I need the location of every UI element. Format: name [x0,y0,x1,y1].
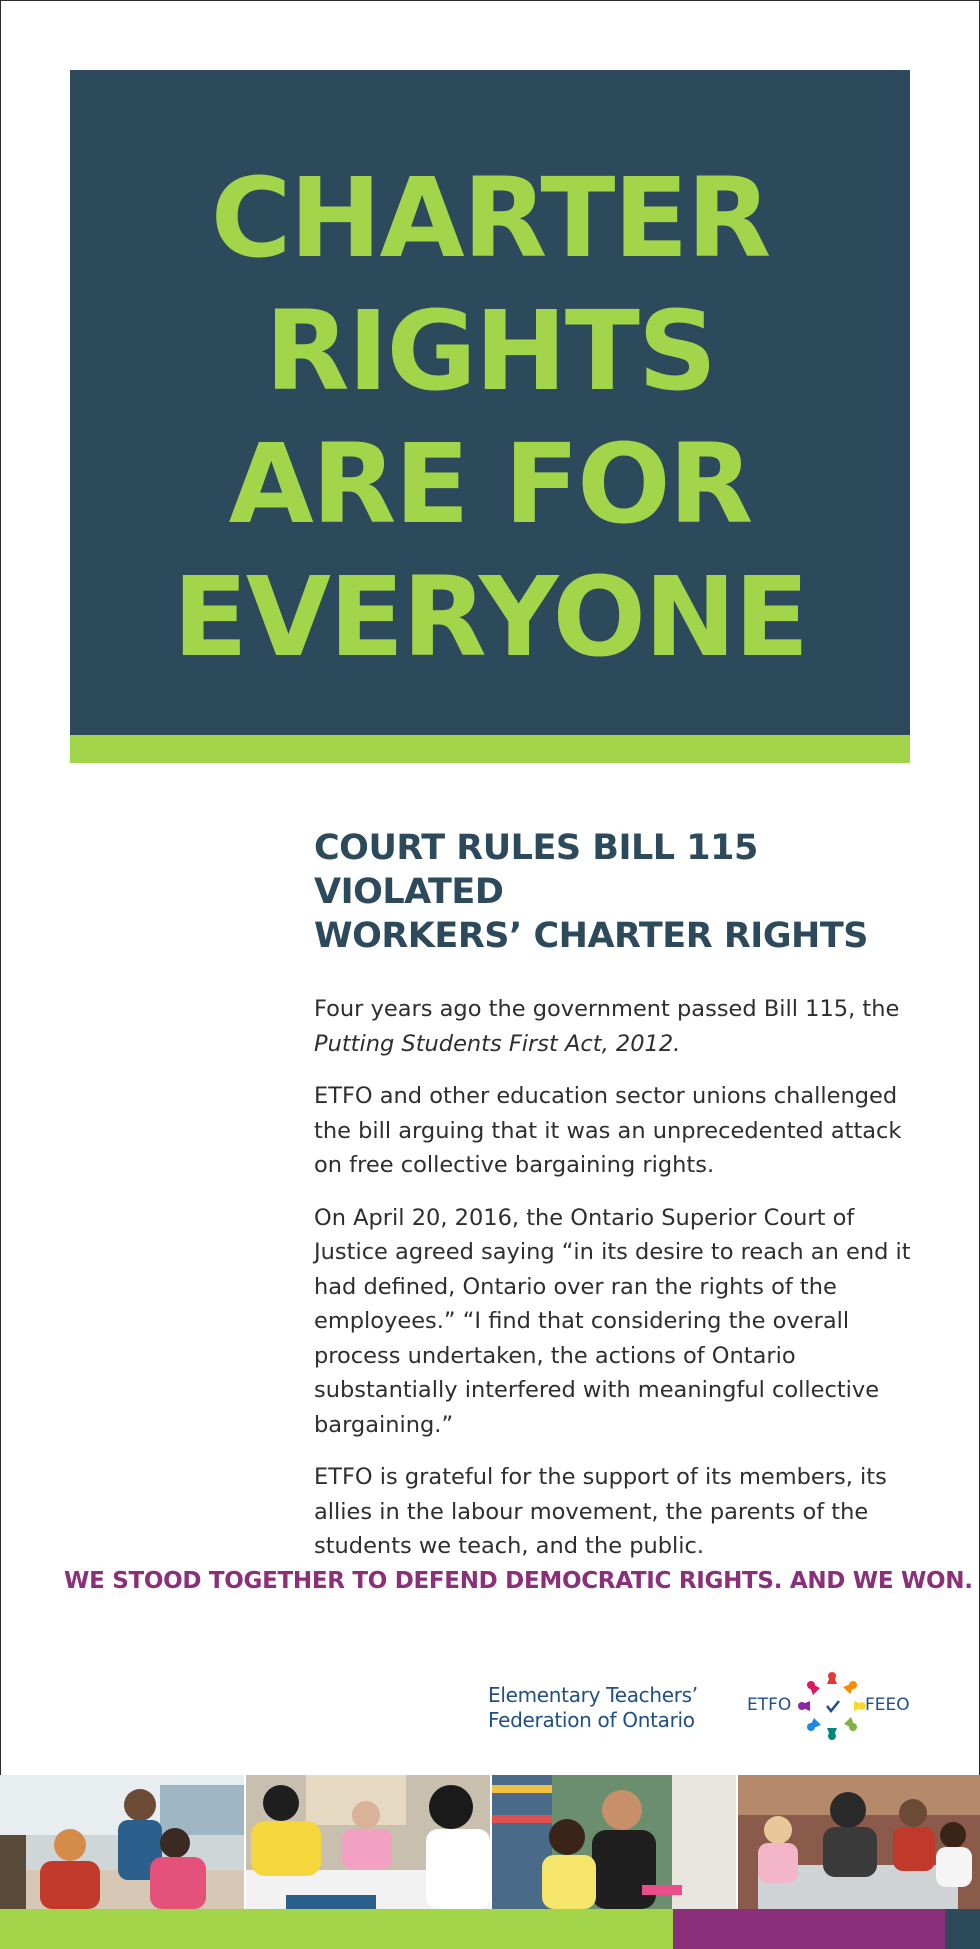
headline-line: WORKERS’ CHARTER RIGHTS [314,916,868,956]
org-name-line1: Elementary Teachers’ [488,1683,698,1707]
footer-bar-green [0,1909,673,1949]
classroom-photo-kids-table [738,1775,980,1909]
org-name-line2: Federation of Ontario [488,1708,695,1732]
hero-line: CHARTER [210,154,770,282]
hero-title [70,152,910,684]
hero-accent-strip [70,735,910,763]
article [314,826,914,1582]
logo-people-circle-icon [797,1668,867,1744]
footer-bar-purple [673,1909,945,1949]
paragraph-3: On April 20, 2016, the Ontario Superior Court of Justice agreed saying “in its desire to reach an end it had defined, Ontario over ran the rights of the employees.” “I find that considering the overall process undertaken, the actions of Ontario substantially interfered with meaningful collective bargaining.” [314,1204,911,1438]
classroom-photo-teacher-students [0,1775,244,1909]
paragraph-1 [314,992,914,1061]
article-body [314,992,914,1564]
act-title: Putting Students First Act, 2012. [314,1030,681,1057]
paragraph-1-intro: Four years ago the government passed Bill 115, the [314,996,900,1022]
paragraph-2: ETFO and other education sector unions challenged the bill arguing that it was an unprecedented attack on free collective bargaining rights. [314,1083,902,1178]
callout-slogan: WE STOOD TOGETHER TO DEFEND DEMOCRATIC RIGHTS. AND WE WON. [64,1568,973,1594]
hero-line: ARE FOR [228,420,752,548]
classroom-photo-drawing [246,1775,490,1909]
article-headline [314,826,914,958]
headline-line: COURT RULES BILL 115 VIOLATED [314,828,758,912]
hero-line: EVERYONE [172,553,808,681]
photo-strip [0,1775,980,1909]
footer-bar-navy [945,1909,980,1949]
logo-feeo-text: FEEO [865,1695,910,1715]
classroom-photo-teacher-girl [492,1775,736,1909]
hero-line: RIGHTS [264,287,716,415]
paragraph-4: ETFO is grateful for the support of its members, its allies in the labour movement, the parents of the students we teach, and the public. [314,1464,887,1559]
hero-banner [70,70,910,735]
etfo-logo [747,1668,912,1744]
logo-etfo-text: ETFO [747,1695,792,1715]
org-name [488,1683,698,1733]
